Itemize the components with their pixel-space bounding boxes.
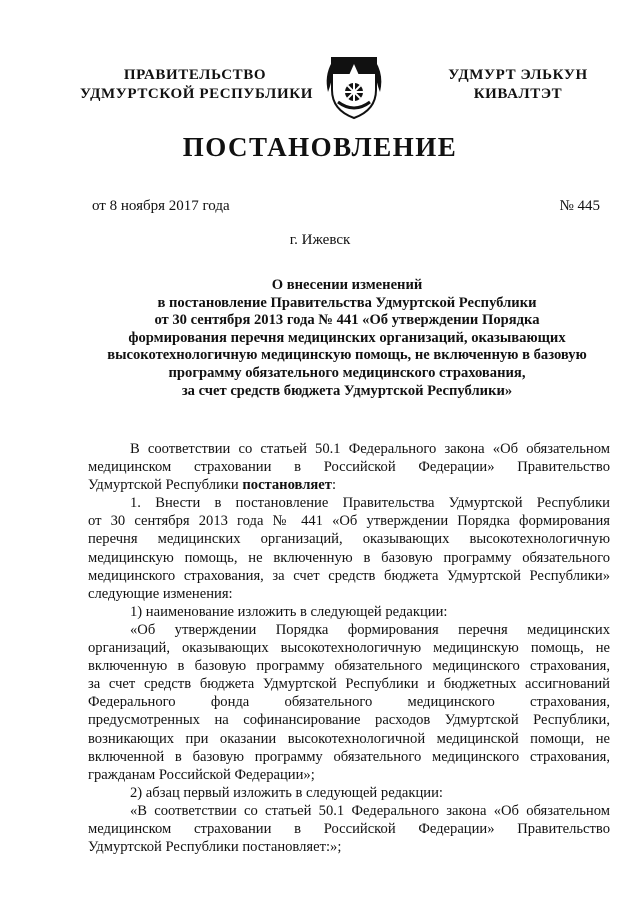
body-line: «В соответствии со статьей 50.1 Федерального закона «Об обязательном	[130, 802, 610, 819]
subject-line: за счет средств бюджета Удмуртской Республики»	[181, 382, 513, 399]
udmurt-coat-of-arms-icon	[324, 52, 384, 120]
body-line: медицинском страховании в Российской Федерации» Правительство	[88, 459, 610, 476]
subject-line: О внесении изменений	[271, 277, 423, 293]
subject-line: высокотехнологичную медицинскую помощь, не включенную в базовую	[107, 347, 587, 364]
body-line: медицинского страхования, за счет средств бюджета Удмуртской Республики»	[88, 567, 610, 584]
body-line: 1) наименование изложить в следующей редакции:	[130, 603, 448, 620]
subject-line: программу обязательного медицинского страхования,	[168, 364, 526, 381]
subject-line: формирования перечня медицинских организаций, оказывающих	[128, 329, 566, 346]
document-date: от 8 ноября 2017 года	[92, 198, 230, 214]
header-right-line: УДМУРТ ЭЛЬКУН	[448, 67, 588, 83]
header-right	[428, 66, 608, 104]
body-line: от 30 сентября 2013 года № 441 «Об утверждении Порядка формирования	[88, 513, 610, 530]
body-line: включенной в базовую программу обязательного медицинского страхования,	[88, 748, 610, 765]
header-left-line: ПРАВИТЕЛЬСТВО	[123, 67, 267, 83]
subject-line: от 30 сентября 2013 года № 441 «Об утверждении Порядка	[154, 312, 540, 329]
body-line: В соответствии со статьей 50.1 Федерального закона «Об обязательном	[130, 441, 610, 457]
body-line: медицинском страховании в Российской Федерации» Правительство	[88, 820, 610, 837]
header-left-line: УДМУРТСКОЙ РЕСПУБЛИКИ	[80, 86, 313, 102]
body-line: включенную в базовую программу обязательного медицинского страхования,	[88, 658, 610, 675]
body-line: «Об утверждении Порядка формирования перечня медицинских	[130, 621, 610, 638]
body-text: :	[331, 477, 337, 494]
document-number: № 445	[559, 198, 600, 214]
document-title: ПОСТАНОВЛЕНИЕ	[182, 132, 458, 162]
document-subject	[88, 277, 606, 400]
header-left	[80, 66, 313, 104]
body-line: следующие изменения:	[88, 585, 233, 602]
body-line: гражданам Российской Федерации»;	[88, 766, 315, 783]
body-line: организаций, оказывающих высокотехнологичную медицинскую помощь, не	[88, 640, 610, 657]
body-line: Удмуртской Республики постановляет:»;	[88, 839, 342, 856]
body-line: возникающих при оказании высокотехнологичной медицинской помощи, не	[88, 730, 610, 747]
subject-line: в постановление Правительства Удмуртской Республики	[157, 294, 537, 311]
body-line: 2) абзац первый изложить в следующей редакции:	[130, 784, 443, 801]
body-line: медицинскую помощь, не включенную в базовую программу обязательного	[88, 549, 610, 566]
body-line: 1. Внести в постановление Правительства Удмуртской Республики	[130, 495, 610, 512]
body-text: Удмуртской Республики	[88, 477, 243, 494]
document-city: г. Ижевск	[289, 232, 351, 248]
body-emphasis: постановляет	[242, 477, 332, 494]
header-right-line: КИВАЛТЭТ	[473, 86, 563, 102]
document-body	[88, 440, 610, 856]
body-line: предусмотренных на софинансирование расходов Удмуртской Республики,	[88, 712, 610, 729]
body-line	[88, 476, 610, 494]
body-line: Федерального фонда обязательного медицинского страхования,	[88, 694, 610, 711]
body-line: перечня медицинских организаций, оказывающих высокотехнологичную	[88, 531, 610, 548]
body-line: за счет средств бюджета Удмуртской Республики и бюджетных ассигнований	[88, 676, 610, 693]
